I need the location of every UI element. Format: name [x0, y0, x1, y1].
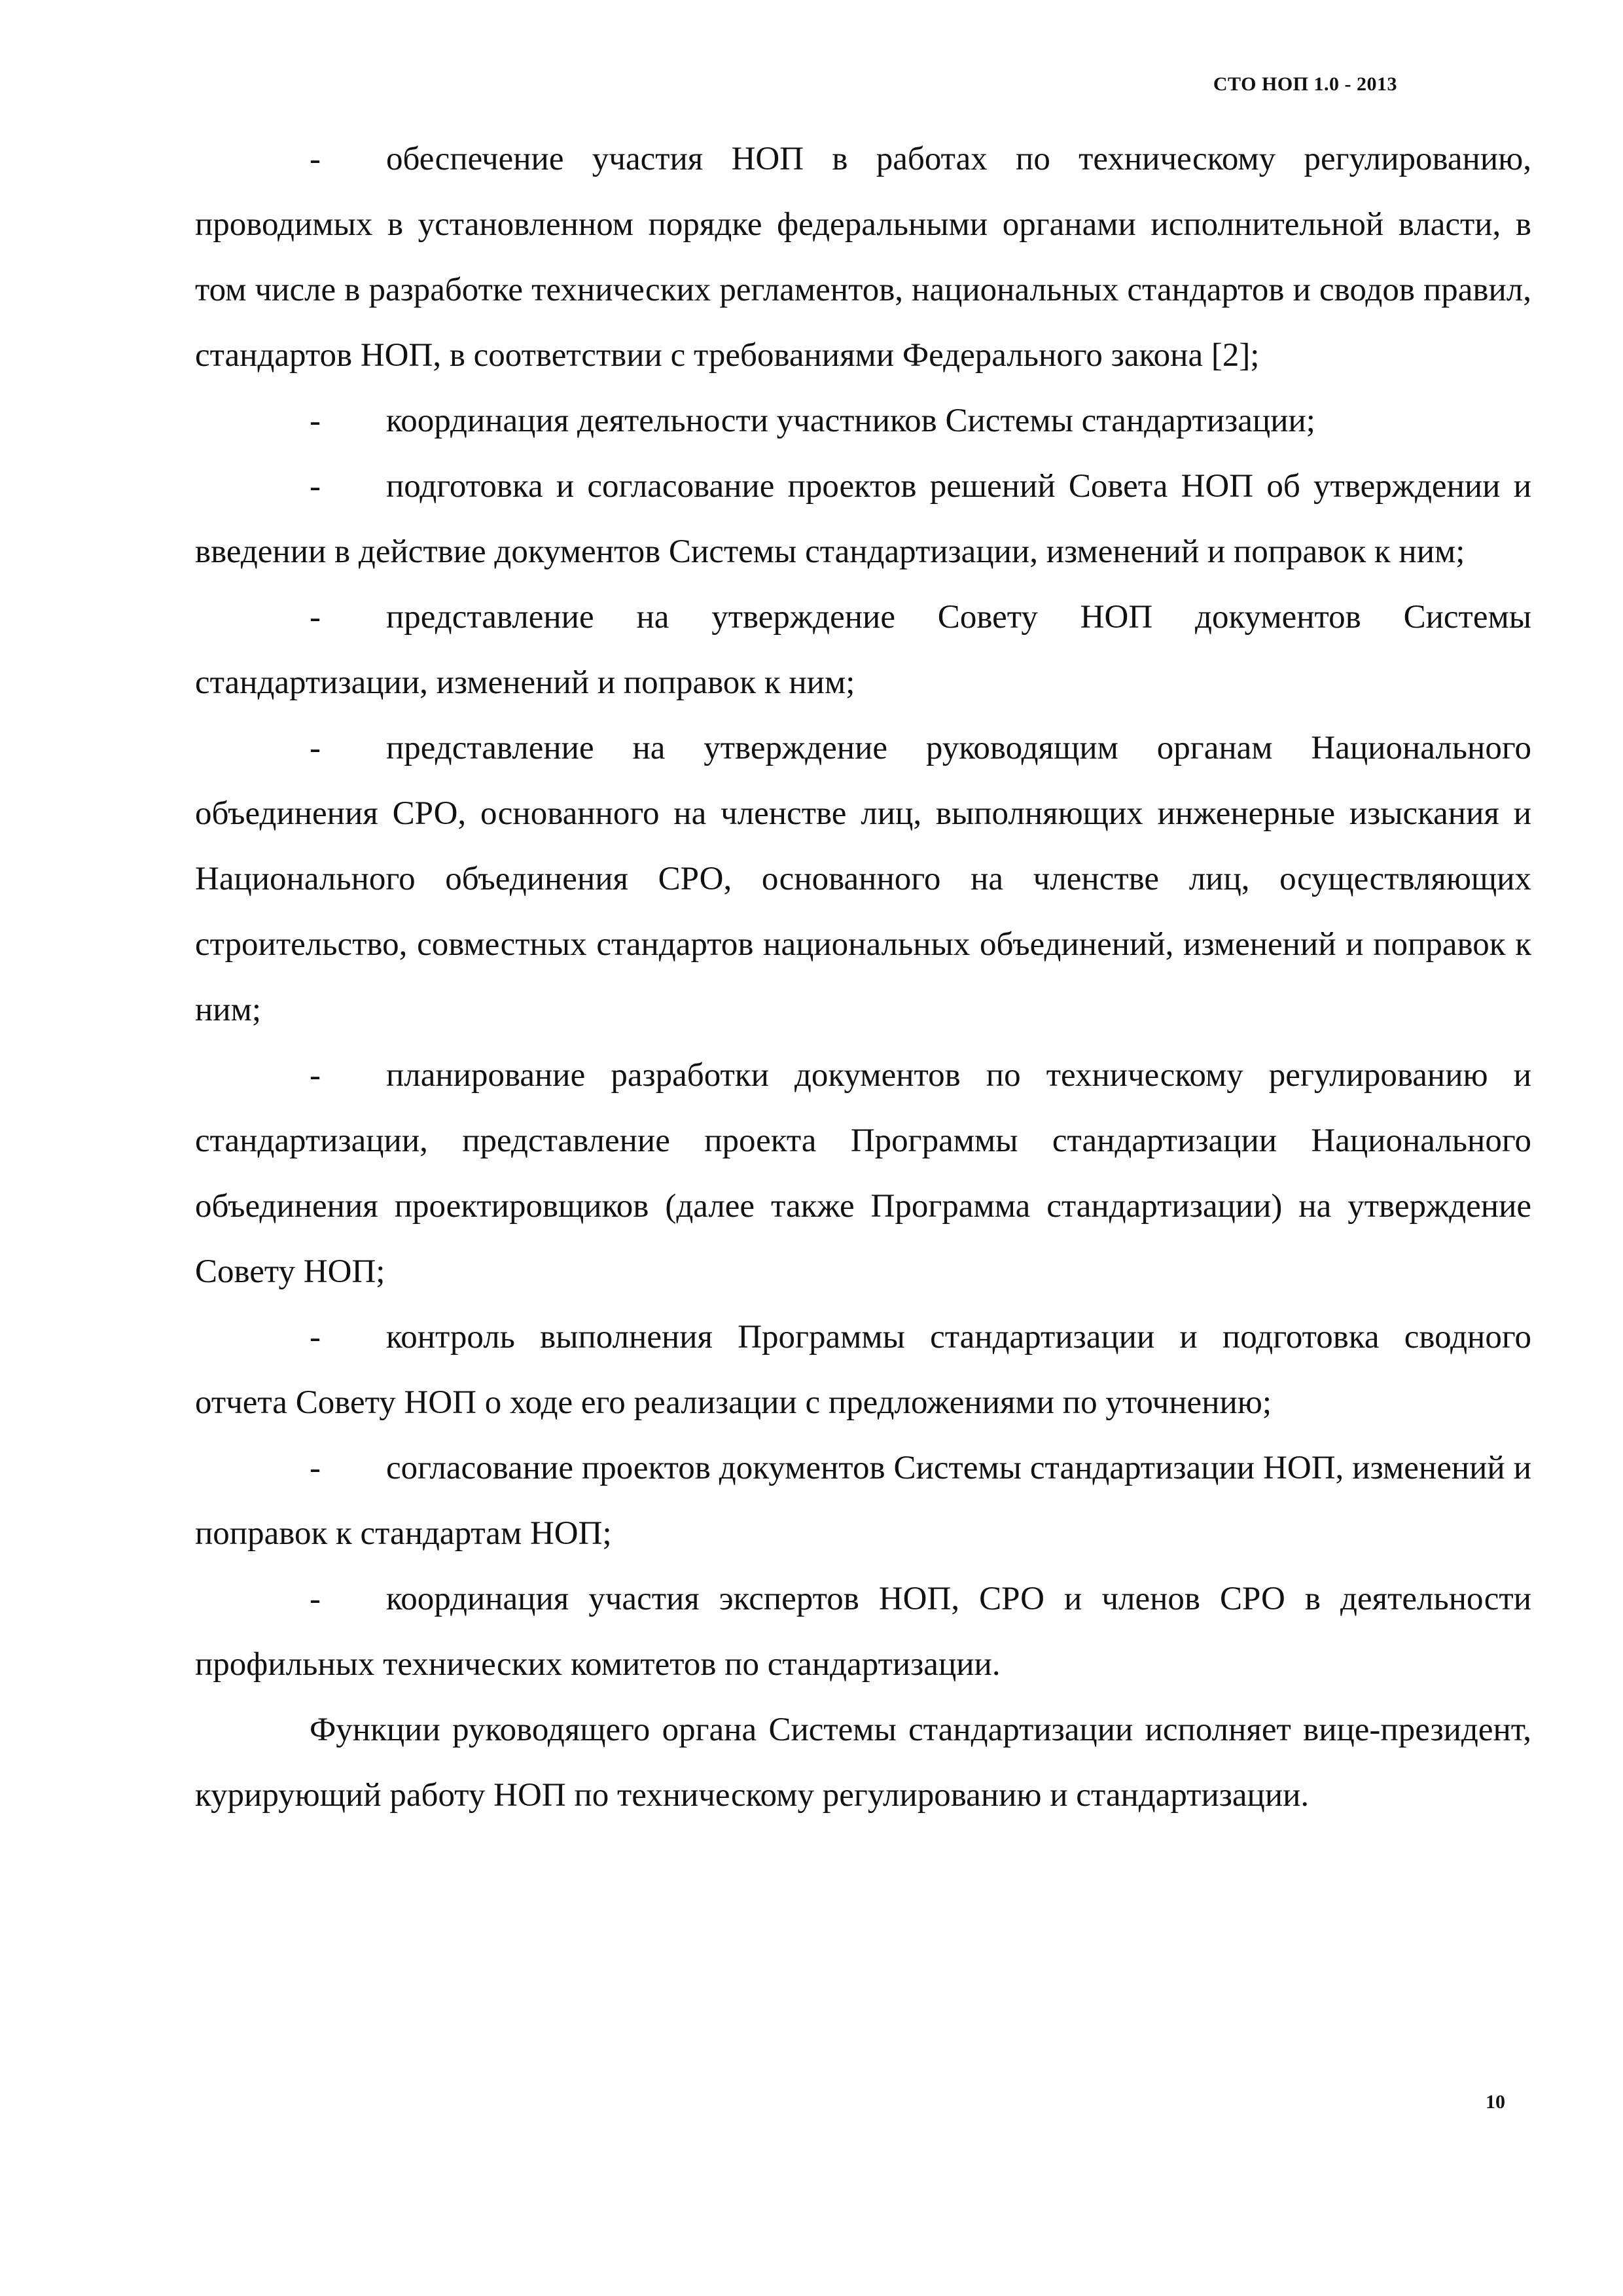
- list-item-text: согласование проектов документов Системы стандартизации НОП, изменений и поправок к стандартам НОП;: [195, 1450, 1531, 1552]
- list-item: [195, 1566, 1531, 1697]
- dash-marker: -: [310, 1057, 321, 1094]
- dash-marker: -: [310, 403, 321, 439]
- list-item-text: координация участия экспертов НОП, СРО и членов СРО в деятельности профильных технических комитетов по стандартизации.: [195, 1581, 1531, 1683]
- dash-marker: -: [310, 1581, 321, 1617]
- list-item: [195, 715, 1531, 1043]
- list-item-text: представление на утверждение Совету НОП документов Системы стандартизации, изменений и поправок к ним;: [195, 599, 1531, 701]
- list-item: [195, 454, 1531, 584]
- dash-marker: -: [310, 1450, 321, 1486]
- dash-marker: -: [310, 1319, 321, 1355]
- document-code-header: СТО НОП 1.0 - 2013: [1213, 73, 1397, 95]
- list-item: [195, 1435, 1531, 1566]
- list-item: [195, 584, 1531, 715]
- dash-marker: -: [310, 141, 321, 177]
- list-item-text: обеспечение участия НОП в работах по техническому регулированию, проводимых в установленном порядке федеральными органами исполнительной власти, в том числе в разработке технических регламентов, национальных стандартов и сводов правил, стандартов НОП, в соответствии с требованиями Федерального закона [2];: [195, 141, 1531, 374]
- list-item-text: контроль выполнения Программы стандартизации и подготовка сводного отчета Совету НОП о ходе его реализации с предложениями по уточнению;: [195, 1319, 1531, 1421]
- list-item: [195, 1304, 1531, 1435]
- closing-paragraph: Функции руководящего органа Системы стандартизации исполняет вице-президент, курирующий работу НОП по техническому регулированию и стандартизации.: [195, 1712, 1531, 1814]
- list-item-text: планирование разработки документов по техническому регулированию и стандартизации, представление проекта Программы стандартизации Национального объединения проектировщиков (далее также Программа стандартизации) на утверждение Совету НОП;: [195, 1057, 1531, 1290]
- page-number: 10: [1486, 2091, 1505, 2113]
- list-item-text: координация деятельности участников Системы стандартизации;: [386, 403, 1315, 439]
- dash-marker: -: [310, 730, 321, 766]
- page-content: [195, 126, 1531, 1828]
- list-item-text: представление на утверждение руководящим органам Национального объединения СРО, основанного на членстве лиц, выполняющих инженерные изыскания и Национального объединения СРО, основанного на членстве лиц, осуществляющих строительство, совместных стандартов национальных объединений, изменений и поправок к ним;: [195, 730, 1531, 1028]
- list-item: [195, 126, 1531, 388]
- list-item: [195, 1043, 1531, 1304]
- list-item-text: подготовка и согласование проектов решений Совета НОП об утверждении и введении в действие документов Системы стандартизации, изменений и поправок к ним;: [195, 468, 1531, 570]
- dash-marker: -: [310, 599, 321, 636]
- dash-marker: -: [310, 468, 321, 505]
- list-item: [195, 388, 1531, 454]
